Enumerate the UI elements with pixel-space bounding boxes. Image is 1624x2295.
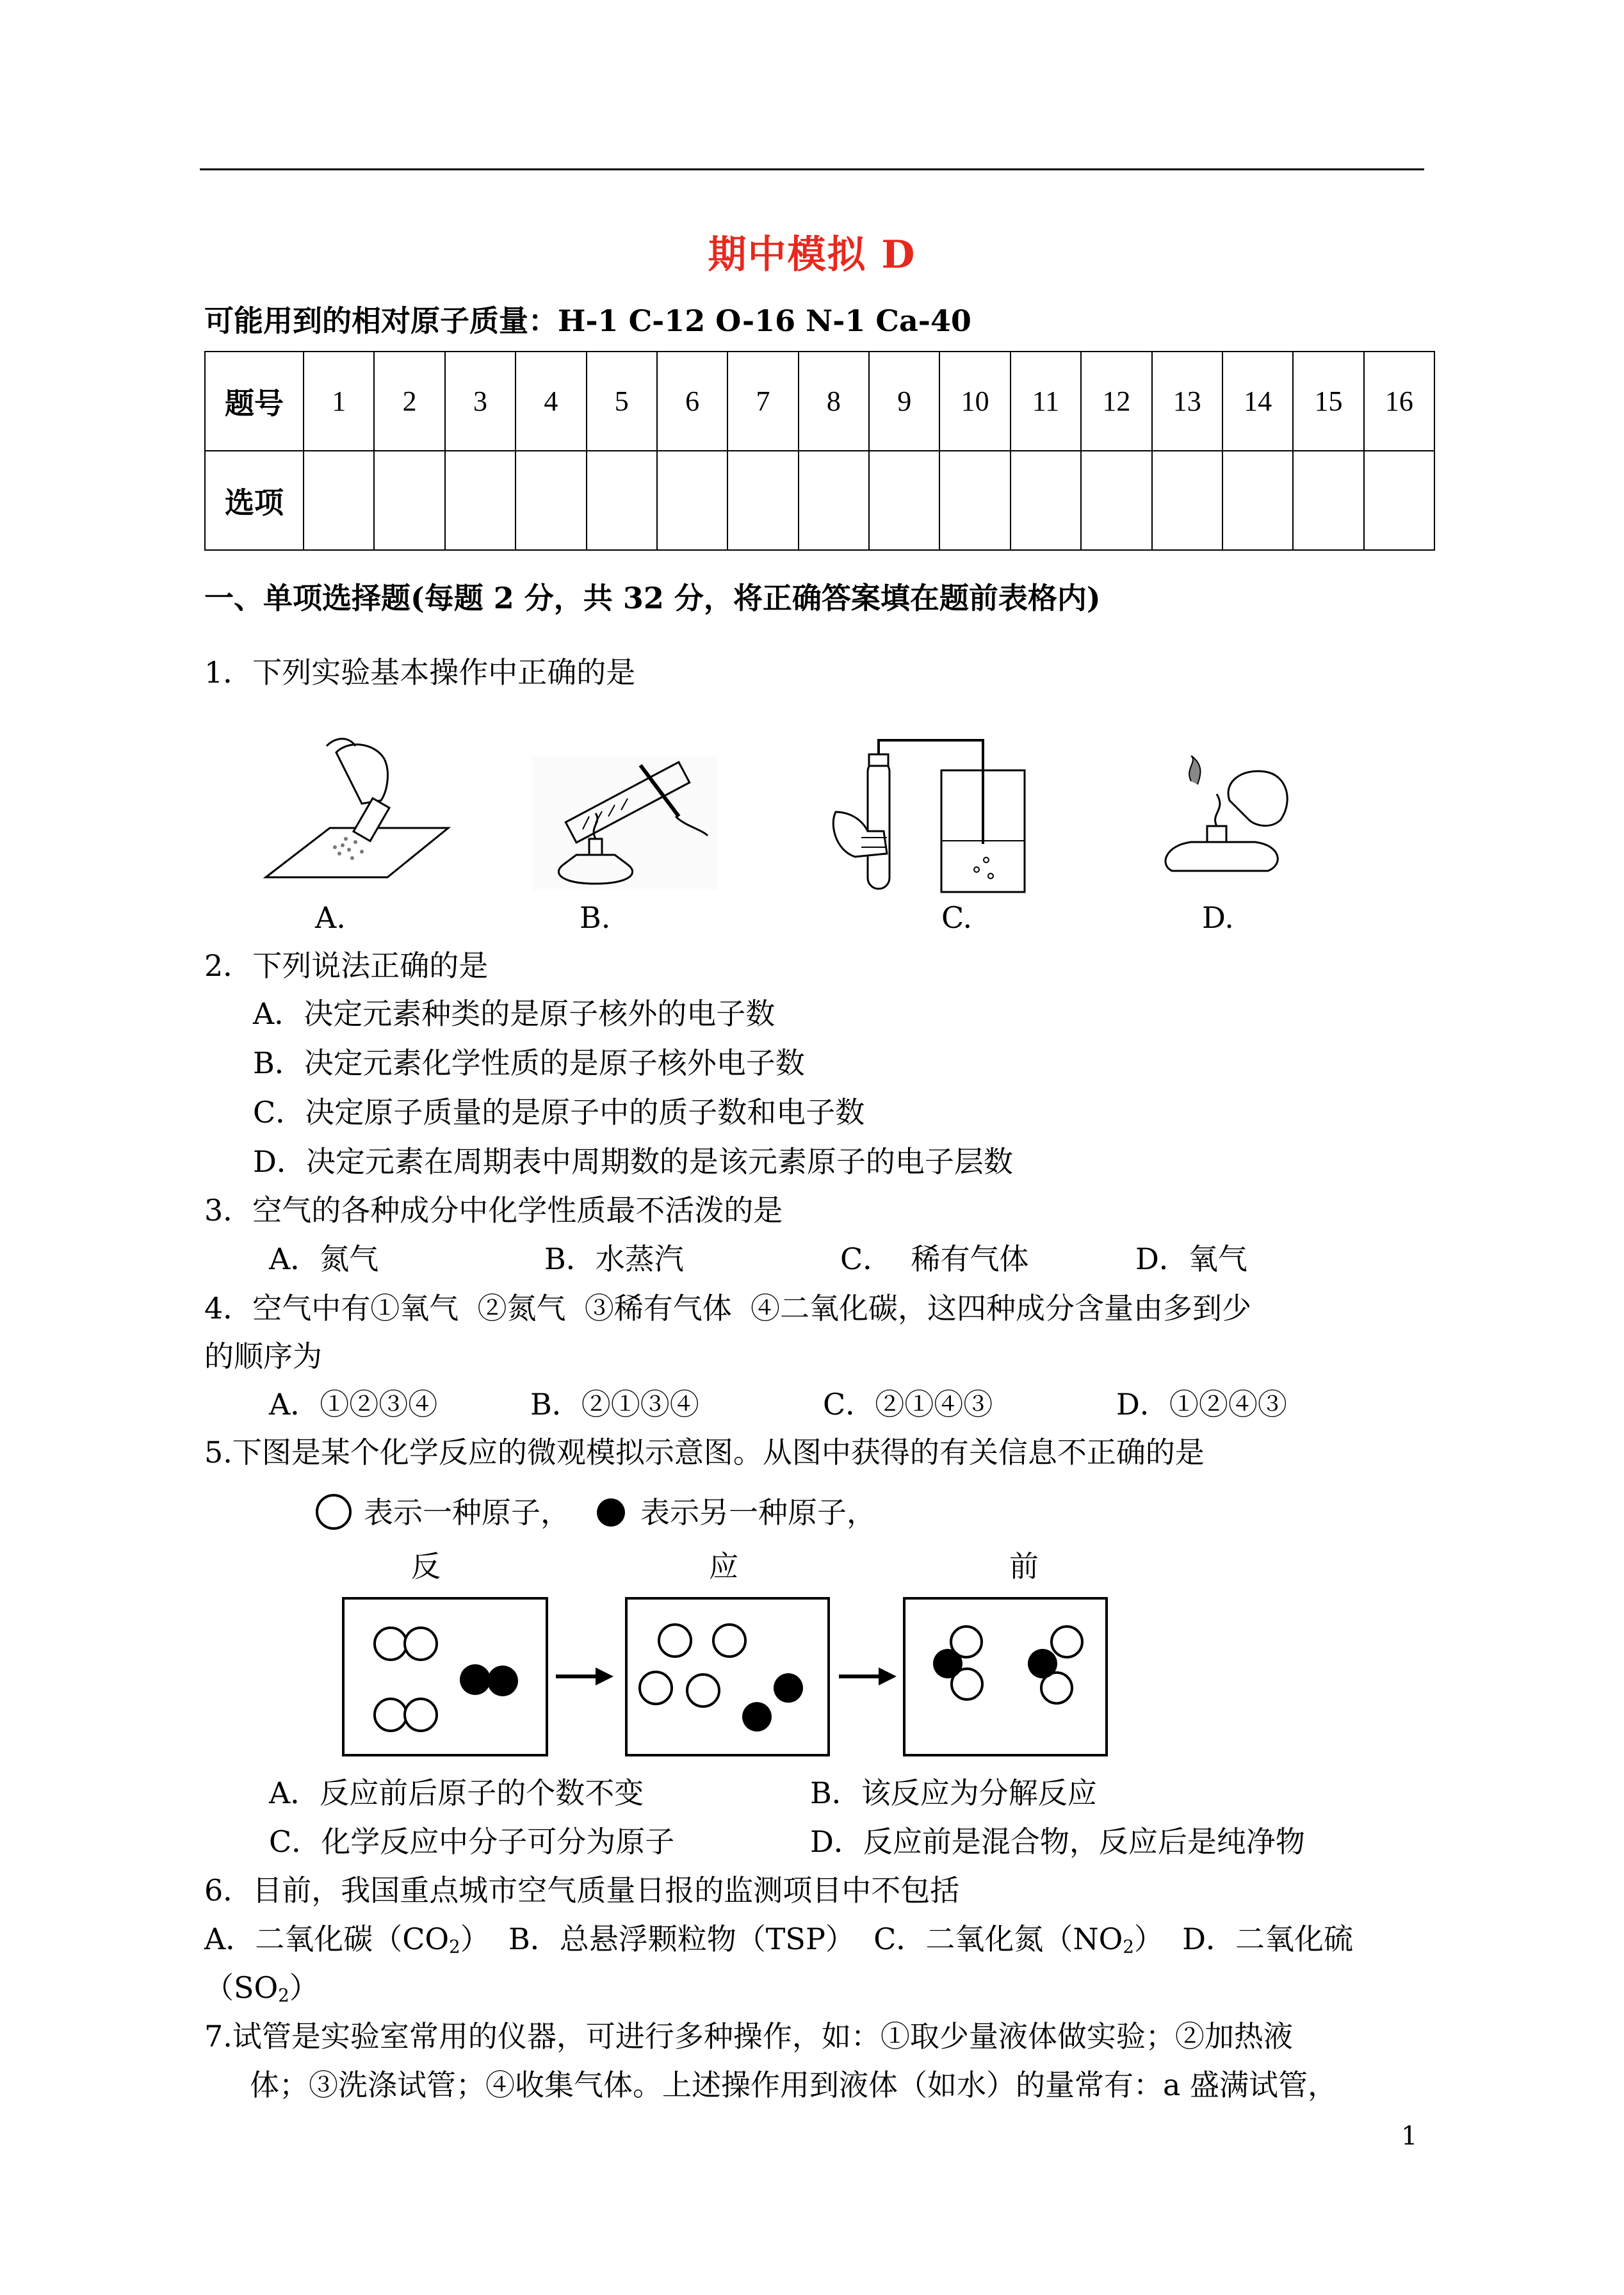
q1-label-b: B.	[580, 900, 611, 935]
q6-options-line: A．二氧化碳$(CO_2)$ B．总悬浮颗粒物（TSP） C．二氧化氮$(NO_2)$ D．二氧化硫	[204, 1922, 1353, 1958]
q6-option-d: ） D．二氧化硫	[1133, 1922, 1353, 1956]
table-row-answers	[205, 451, 1434, 550]
atomic-masses: 可能用到的相对原子质量：H-1 C-12 O-16 N-1 Ca-40	[204, 304, 971, 338]
question-number: 14	[1222, 352, 1293, 451]
q3-option-b: B．水蒸汽	[544, 1242, 684, 1276]
answer-cell[interactable]	[939, 451, 1010, 550]
q5-legend-b: 表示另一种原子，	[640, 1495, 876, 1530]
table-row-numbers	[205, 352, 1434, 451]
question-number: 7	[727, 352, 798, 451]
question-number: 8	[799, 352, 869, 451]
question-number: 9	[869, 352, 939, 451]
question-number: 10	[939, 352, 1010, 451]
answer-cell[interactable]	[1293, 451, 1363, 550]
q4-stem-line1: 4．空气中有①氧气 ②氮气 ③稀有气体 ④二氧化碳，这四种成分含量由多到少	[204, 1291, 1251, 1326]
answer-cell[interactable]	[587, 451, 657, 550]
question-number: 2	[374, 352, 444, 451]
answer-cell[interactable]	[727, 451, 798, 550]
q5-stem: 5.下图是某个化学反应的微观模拟示意图。从图中获得的有关信息不正确的是	[204, 1435, 1205, 1470]
question-number: 3	[445, 352, 516, 451]
q2-option-a: A．决定元素种类的是原子核外的电子数	[253, 996, 775, 1031]
q1-label-c: C.	[941, 900, 973, 935]
white-atom-icon	[314, 1492, 353, 1532]
q3-option-d: D．氧气	[1135, 1242, 1247, 1276]
q4-option-a: A．①②③④	[269, 1387, 438, 1422]
q5-option-d: D．反应前是混合物，反应后是纯净物	[810, 1824, 1305, 1859]
q6-stem: 6．目前，我国重点城市空气质量日报的监测项目中不包括	[204, 1873, 960, 1908]
answer-cell[interactable]	[799, 451, 869, 550]
q4-option-d: D．①②④③	[1116, 1387, 1287, 1422]
answer-cell[interactable]	[445, 451, 516, 550]
answer-cell[interactable]	[516, 451, 586, 550]
q3-option-c: C． 稀有气体	[840, 1242, 1029, 1276]
q6-option-a: A．二氧化碳（CO	[204, 1922, 450, 1956]
q1-figure-c	[823, 735, 1034, 902]
q1-label-d: D.	[1202, 900, 1234, 935]
q2-option-d: D．决定元素在周期表中周期数的是该元素原子的电子层数	[253, 1144, 1013, 1179]
q5-option-a: A．反应前后原子的个数不变	[269, 1776, 644, 1810]
q5-legend-a: 表示一种原子，	[364, 1495, 570, 1530]
row-label: 选项	[205, 451, 304, 550]
question-number: 4	[516, 352, 586, 451]
page-title: 期中模拟 D	[708, 232, 916, 277]
question-number: 1	[304, 352, 374, 451]
answer-cell[interactable]	[657, 451, 727, 550]
q5-char-1: 反	[411, 1549, 441, 1584]
q2-option-c: C．决定原子质量的是原子中的质子数和电子数	[253, 1095, 865, 1130]
black-atom-icon	[594, 1496, 628, 1529]
q6-option-b-c: ） B．总悬浮颗粒物（TSP） C．二氧化氮（NO	[460, 1922, 1123, 1956]
q5-char-3: 前	[1009, 1549, 1039, 1584]
answer-cell[interactable]	[1081, 451, 1151, 550]
q1-stem: 1．下列实验基本操作中正确的是	[204, 655, 636, 690]
q4-option-b: B．②①③④	[530, 1387, 699, 1422]
question-number: 5	[587, 352, 657, 451]
question-number: 12	[1081, 352, 1151, 451]
q5-char-2: 应	[709, 1549, 738, 1584]
question-number: 6	[657, 352, 727, 451]
q3-option-a: A．氮气	[269, 1242, 379, 1276]
q4-option-c: C．②①④③	[823, 1387, 993, 1422]
question-number: 16	[1364, 352, 1434, 451]
section-heading: 一、单项选择题(每题 2 分，共 32 分，将正确答案填在题前表格内)	[204, 581, 1101, 615]
q7-line2: 体；③洗涤试管；④收集气体。上述操作用到液体（如水）的量常有：a 盛满试管，	[250, 2068, 1338, 2102]
q4-stem-line2: 的顺序为	[204, 1339, 322, 1374]
answer-cell[interactable]	[374, 451, 444, 550]
row-label: 题号	[205, 352, 304, 451]
question-number: 13	[1152, 352, 1222, 451]
q1-figure-d	[1153, 756, 1306, 890]
answer-table	[204, 351, 1435, 551]
question-number: 11	[1011, 352, 1081, 451]
answer-cell[interactable]	[304, 451, 374, 550]
answer-cell[interactable]	[1222, 451, 1293, 550]
page-number: 1	[1401, 2121, 1418, 2151]
box-after	[904, 1598, 1107, 1755]
q5-reaction-diagram	[339, 1594, 1114, 1761]
q1-figure-b	[525, 752, 724, 893]
top-rule	[200, 168, 1424, 170]
q3-stem: 3．空气的各种成分中化学性质最不活泼的是	[204, 1193, 783, 1228]
question-number: 15	[1293, 352, 1363, 451]
q7-line1: 7.试管是实验室常用的仪器，可进行多种操作，如：①取少量液体做实验；②加热液	[204, 2019, 1293, 2054]
answer-cell[interactable]	[869, 451, 939, 550]
q5-option-b: B．该反应为分解反应	[810, 1776, 1097, 1810]
q6-options-line2: $(SO_2)$	[204, 1970, 319, 2006]
q2-option-b: B．决定元素化学性质的是原子核外电子数	[253, 1046, 805, 1080]
q2-stem: 2．下列说法正确的是	[204, 948, 489, 983]
q1-figure-a	[259, 733, 451, 887]
q5-option-c: C．化学反应中分子可分为原子	[269, 1824, 675, 1859]
answer-cell[interactable]	[1152, 451, 1222, 550]
q1-label-a: A.	[315, 900, 346, 935]
answer-cell[interactable]	[1364, 451, 1434, 550]
answer-cell[interactable]	[1011, 451, 1081, 550]
